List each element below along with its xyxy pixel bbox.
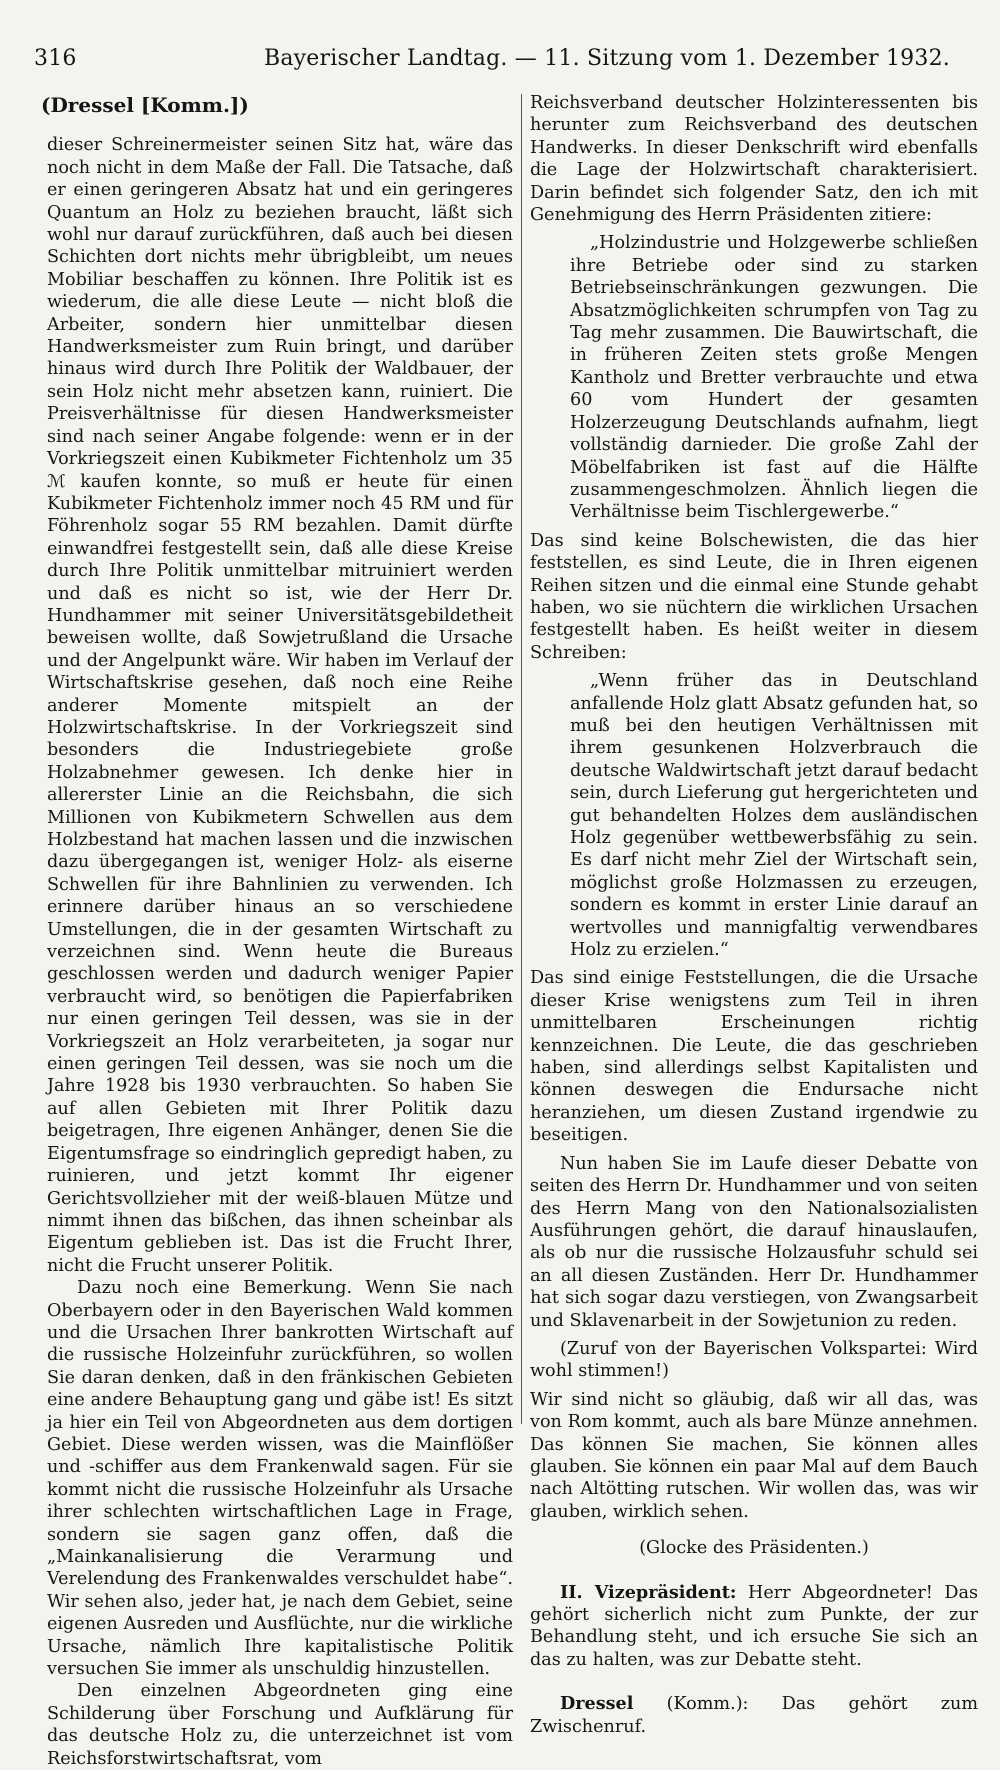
left-paragraph-1: dieser Schreinermeister seinen Sitz hat, wäre das noch nicht in dem Maße der Fall. Die Tatsache, daß er einen geringeren Absatz hat und ein geringeres Quantum an Holz zu beziehen braucht, läßt sich wohl nur darauf zurückführen, daß auch bei diesen Schichten dort nichts mehr übrigbleibt, um neues Mobiliar beschaffen zu können. Ihre Politik ist es wiederum, die alle diese Leute — nicht bloß die Arbeiter, sondern hier unmittelbar diesen Handwerksmeister zum Ruin bringt, und darüber hinaus wird durch Ihre Politik der Waldbauer, der sein Holz nicht mehr absetzen kann, ruiniert. Die Preisverhältnisse für diesen Handwerksmeister sind nach seiner Angabe folgende: wenn er in der Vorkriegszeit einen Kubikmeter Fichtenholz um 35 ℳ kaufen konnte, so muß er heute für einen Kubikmeter Fichtenholz immer noch 45 RM und für Föhrenholz sogar 55 RM bezahlen. Damit dürfte einwandfrei festgestellt sein, daß alle diese Kreise durch Ihre Politik unmittelbar mitruiniert werden und daß es nicht so ist, wie der Herr Dr. Hundhammer mit seiner Universitätsgebildetheit beweisen wollte, daß Sowjetrußland die Ursache und der Angelpunkt wäre. Wir haben im Verlauf der Wirtschaftskrise gesehen, daß noch eine Reihe anderer Momente mitspielt an der Holzwirtschaftskrise. In der Vorkriegszeit sind besonders die Industriegebiete große Holzabnehmer gewesen. Ich denke hier in allererster Linie an die Reichsbahn, die sich Millionen von Kubikmetern Schwellen aus dem Holzbestand hat machen lassen und die inzwischen dazu übergegangen ist, weniger Holz- als eiserne Schwellen für ihre Bahnlinien zu verwenden. Ich erinnere darüber hinaus an so verschiedene Umstellungen, die in der gesamten Wirtschaft zu verzeichnen sind. Wenn heute die Bureaus geschlossen werden und dadurch weniger Papier verbraucht wird, so benötigen die Papierfabriken nur einen geringen Teil dessen, was sie in der Vorkriegszeit an Holz verarbeiteten, ja sogar nur einen geringen Teil dessen, was sie noch um die Jahre 1928 bis 1930 verbrauchten. So haben Sie auf allen Gebieten mit Ihrer Politik dazu beigetragen, Ihre eigenen Anhänger, denen Sie die Eigentumsfrage so eindringlich gepredigt haben, zu ruinieren, und jetzt kommt Ihr eigener Gerichtsvollzieher mit der weiß-blauen Mütze und nimmt ihnen das bißchen, das ihnen scheinbar als Eigentum geblieben ist. Das ist die Frucht Ihrer, nicht die Frucht unserer Politik. <box>47 135 513 1276</box>
left-column <box>41 92 513 1770</box>
running-head: Bayerischer Landtag. — 11. Sitzung vom 1. Dezember 1932. <box>264 46 950 71</box>
right-paragraph-3: Das sind einige Feststellungen, die die Ursache dieser Krise wenigstens zum Teil in ihren unmittelbaren Erscheinungen richtig kennzeichnen. Die Leute, die das geschrieben haben, sind allerdings selbst Kapitalisten und können deswegen die Endursache nicht heranziehen, um diesen Zustand irgendwie zu beseitigen. <box>530 968 978 1146</box>
dressel-text: Das gehört zum Zwischenruf. <box>530 1694 979 1737</box>
right-paragraph-2: Das sind keine Bolschewisten, die das hier feststellen, es sind Leute, die in Ihren eigenen Reihen sitzen und die einmal eine Stunde gehabt haben, wo sie nüchtern die wirklichen Ursachen festgestellt haben. Es heißt weiter in diesem Schreiben: <box>530 530 978 663</box>
dressel-statement <box>530 1693 978 1738</box>
vice-president-text: Herr Abgeordneter! Das gehört sicherlich nicht zum Punkte, der zur Behandlung steht, und ich ersuche Sie sich an das zu halten, was zur Debatte steht. <box>530 1582 979 1670</box>
vice-president-statement <box>530 1582 978 1672</box>
page-number: 316 <box>34 46 77 71</box>
dressel-speaker: Dressel <box>560 1693 634 1715</box>
column-divider <box>521 94 522 1424</box>
dressel-party: (Komm.): <box>666 1694 749 1715</box>
vice-president-speaker: II. Vizepräsident: <box>560 1581 737 1603</box>
right-column <box>530 92 978 1738</box>
right-paragraph-1: Reichsverband deutscher Holzinteressenten bis herunter zum Reichsverband des deutschen Handwerks. In dieser Denkschrift wird ebenfalls die Lage der Holzwirtschaft charakterisiert. Darin befindet sich folgender Satz, den ich mit Genehmigung des Herrn Präsidenten zitiere: <box>530 93 978 226</box>
left-paragraph-2: Dazu noch eine Bemerkung. Wenn Sie nach Oberbayern oder in den Bayerischen Wald kommen und die Ursachen Ihrer bankrotten Wirtschaft auf die russische Holzeinfuhr zurückführen, so wollen Sie daran denken, daß in den fränkischen Gebieten eine andere Behauptung gang und gäbe ist! Es sitzt ja hier ein Teil von Abgeordneten aus dem dortigen Gebiet. Diese werden wissen, was die Mainflößer und -schiffer aus dem Frankenwald sagen. Für sie kommt nicht die russische Holzeinfuhr als Ursache ihrer schlechten wirtschaftlichen Lage in Frage, sondern sie sagen ganz offen, daß die „Mainkanalisierung die Verarmung und Verelendung des Frankenwaldes verschuldet habe“. Wir sehen also, jeder hat, je nach dem Gebiet, seine eigenen Ausreden und Ausflüchte, nur die wirkliche Ursache, nämlich Ihre kapitalistische Politik versuchen Sie immer als unschuldig hinzustellen. <box>47 1278 513 1680</box>
quote-1: „Holzindustrie und Holzgewerbe schließen ihre Betriebe oder sind zu starken Betriebseinschränkungen gezwungen. Die Absatzmöglichkeiten schrumpfen von Tag zu Tag mehr zusammen. Die Bauwirtschaft, die in früheren Zeiten stets große Mengen Kantholz und Bretter verbrauchte und etwa 60 vom Hundert der gesamten Holzerzeugung Deutschlands aufnahm, liegt vollständig darnieder. Die große Zahl der Möbelfabriken ist fast auf die Hälfte zusammengeschmolzen. Ähnlich liegen die Verhältnisse beim Tischlergewerbe.“ <box>570 233 978 523</box>
president-bell: (Glocke des Präsidenten.) <box>639 1538 869 1559</box>
quote-2: „Wenn früher das in Deutschland anfallende Holz glatt Absatz gefunden hat, so muß bei den heutigen Verhältnissen mit ihrem gesunkenen Holzverbrauch die deutsche Waldwirtschaft jetzt darauf bedacht sein, durch Lieferung gut hergerichteten und gut behandelten Holzes dem ausländischen Holz gegenüber wettbewerbsfähig zu sein. Es darf nicht mehr Ziel der Wirtschaft sein, möglichst große Holzmassen zu erzeugen, sondern es kommt in erster Linie darauf an wertvolles und mannigfaltig verwendbares Holz zu erzielen.“ <box>570 671 978 961</box>
page-header <box>34 46 950 86</box>
left-paragraph-3: Den einzelnen Abgeordneten ging eine Schilderung über Forschung und Aufklärung für das deutsche Holz zu, die unterzeichnet ist vom Reichsforstwirtschaftsrat, vom <box>47 1681 513 1769</box>
interjection: (Zuruf von der Bayerischen Volkspartei: Wird wohl stimmen!) <box>530 1338 978 1382</box>
right-paragraph-5: Wir sind nicht so gläubig, daß wir all das, was von Rom kommt, auch als bare Münze annehmen. Das können Sie machen, Sie können alles glauben. Sie können ein paar Mal auf dem Bauch nach Altötting rutschen. Wir wollen das, was wir glauben, wirklich sehen. <box>530 1389 978 1522</box>
speaker-tag: (Dressel [Komm.]) <box>41 93 249 117</box>
right-paragraph-4: Nun haben Sie im Laufe dieser Debatte von seiten des Herrn Dr. Hundhammer und von seiten des Herrn Mang von den Nationalsozialisten Ausführungen gehört, die darauf hinauslaufen, als ob nur die russische Holzausfuhr schuld sei an all diesen Zuständen. Herr Dr. Hundhammer hat sich sogar dazu verstiegen, von Zwangsarbeit und Sklavenarbeit in der Sowjetunion zu reden. <box>530 1153 978 1331</box>
